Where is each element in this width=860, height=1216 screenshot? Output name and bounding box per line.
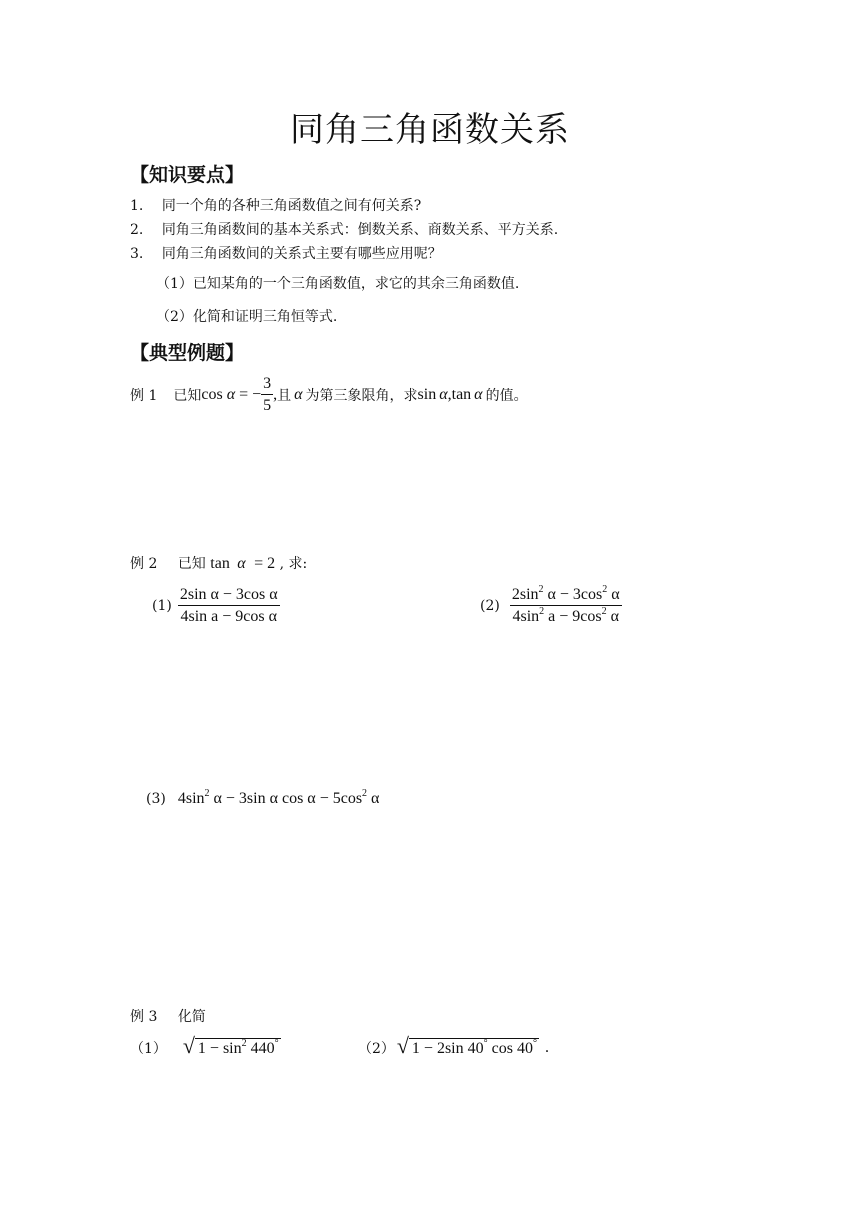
degree-symbol: ° — [483, 1038, 488, 1049]
item-text: 同一个角的各种三角函数值之间有何关系? — [161, 198, 422, 214]
item-text: 同角三角函数间的关系式主要有哪些应用呢？ — [161, 246, 442, 262]
math-term: α — [607, 586, 620, 603]
math-expression — [178, 790, 380, 808]
exponent: 2 — [241, 1038, 247, 1049]
example-3-part-1 — [130, 1033, 281, 1058]
degree-symbol: ° — [532, 1038, 537, 1049]
knowledge-item-1 — [130, 195, 421, 215]
exponent: 2 — [538, 584, 544, 595]
fraction — [261, 375, 273, 415]
example-1 — [130, 372, 528, 418]
knowledge-subitem-2: （2）化简和证明三角恒等式. — [156, 309, 338, 325]
math-term: 4sin — [512, 608, 540, 625]
fraction-numerator: 2sin α − 3cos α — [178, 586, 280, 606]
math-term: a − 9cos — [544, 608, 602, 625]
math-sin: sin — [417, 386, 437, 403]
math-equals: = 2 — [254, 555, 276, 572]
square-root — [182, 1033, 281, 1058]
item-number: 3. — [130, 246, 144, 262]
fraction — [178, 586, 280, 626]
item-number: 2. — [130, 222, 144, 238]
radicand — [195, 1038, 281, 1058]
math-term: 4sin — [177, 790, 205, 807]
part-label: (3) — [146, 791, 166, 807]
degree-symbol: ° — [274, 1038, 279, 1049]
example-2-part-2 — [480, 586, 622, 626]
fraction-denominator — [510, 606, 622, 626]
math-term: 2sin — [511, 586, 539, 603]
example-2-part-3 — [146, 790, 379, 808]
part-label: (2) — [480, 598, 500, 614]
item-number: 1. — [130, 198, 144, 214]
math-term: cos 40 — [487, 1040, 533, 1057]
math-term: 1 − sin — [197, 1040, 242, 1057]
knowledge-subitem-1: （1）已知某角的一个三角函数值，求它的其余三角函数值. — [156, 276, 520, 292]
radical-sign-icon: √ — [396, 1033, 409, 1058]
example-text: 且 — [277, 388, 292, 404]
math-alpha: α — [237, 555, 246, 572]
fraction-denominator: 5 — [263, 397, 272, 414]
knowledge-item-2 — [130, 219, 558, 239]
math-comma: , — [447, 386, 452, 403]
exponent: 2 — [539, 606, 545, 617]
math-term: α − 3cos — [543, 586, 603, 603]
example-text: 为第三象限角，求 — [305, 388, 418, 404]
math-term: α — [606, 608, 619, 625]
fraction — [510, 586, 622, 626]
math-alpha: α — [439, 386, 448, 403]
period: . — [544, 1039, 549, 1056]
section-heading-knowledge: 【知识要点】 — [130, 164, 245, 186]
example-label: 例 2 — [130, 556, 158, 572]
math-term: α − 3sin α cos α − 5cos — [209, 790, 363, 807]
exponent: 2 — [602, 584, 608, 595]
radical-sign-icon: √ — [182, 1033, 195, 1058]
exponent: 2 — [601, 606, 607, 617]
math-alpha: α — [226, 386, 236, 403]
example-label: 例 3 — [130, 1009, 158, 1025]
math-term: α — [367, 790, 380, 807]
section-heading-examples: 【典型例题】 — [130, 342, 245, 364]
example-2 — [130, 553, 307, 573]
math-equals: = − — [239, 386, 262, 403]
part-label: （1） — [130, 1041, 167, 1057]
example-text: 已知 — [173, 388, 202, 404]
fraction-denominator: 4sin a − 9cos α — [180, 608, 277, 625]
fraction-numerator — [510, 586, 622, 606]
example-text: 已知 — [177, 556, 206, 572]
item-text: 同角三角函数间的基本关系式：倒数关系、商数关系、平方关系. — [161, 222, 559, 238]
math-cos: cos — [201, 386, 223, 403]
exponent: 2 — [362, 788, 368, 799]
math-tan: tan — [451, 386, 472, 403]
math-alpha: α — [474, 386, 483, 403]
math-term: 1 − 2sin 40 — [411, 1040, 484, 1057]
page-title: 同角三角函数关系 — [290, 110, 570, 150]
example-label: 例 1 — [130, 388, 158, 404]
math-alpha: α — [294, 386, 303, 403]
square-root — [396, 1033, 539, 1058]
math-term: 440 — [246, 1040, 275, 1057]
example-3 — [130, 1006, 206, 1026]
example-text: 的值。 — [485, 388, 528, 404]
fraction-numerator: 3 — [261, 375, 273, 395]
exponent: 2 — [204, 788, 210, 799]
part-label: (1) — [152, 598, 172, 614]
knowledge-item-3 — [130, 243, 442, 263]
example-3-part-2 — [358, 1033, 549, 1058]
example-text: , 求: — [279, 556, 308, 572]
math-tan: tan — [210, 555, 230, 572]
radicand — [409, 1038, 539, 1058]
part-label: （2） — [358, 1041, 395, 1057]
example-2-part-1 — [152, 586, 280, 626]
math-comma: , — [273, 386, 278, 403]
example-text: 化简 — [177, 1009, 206, 1025]
